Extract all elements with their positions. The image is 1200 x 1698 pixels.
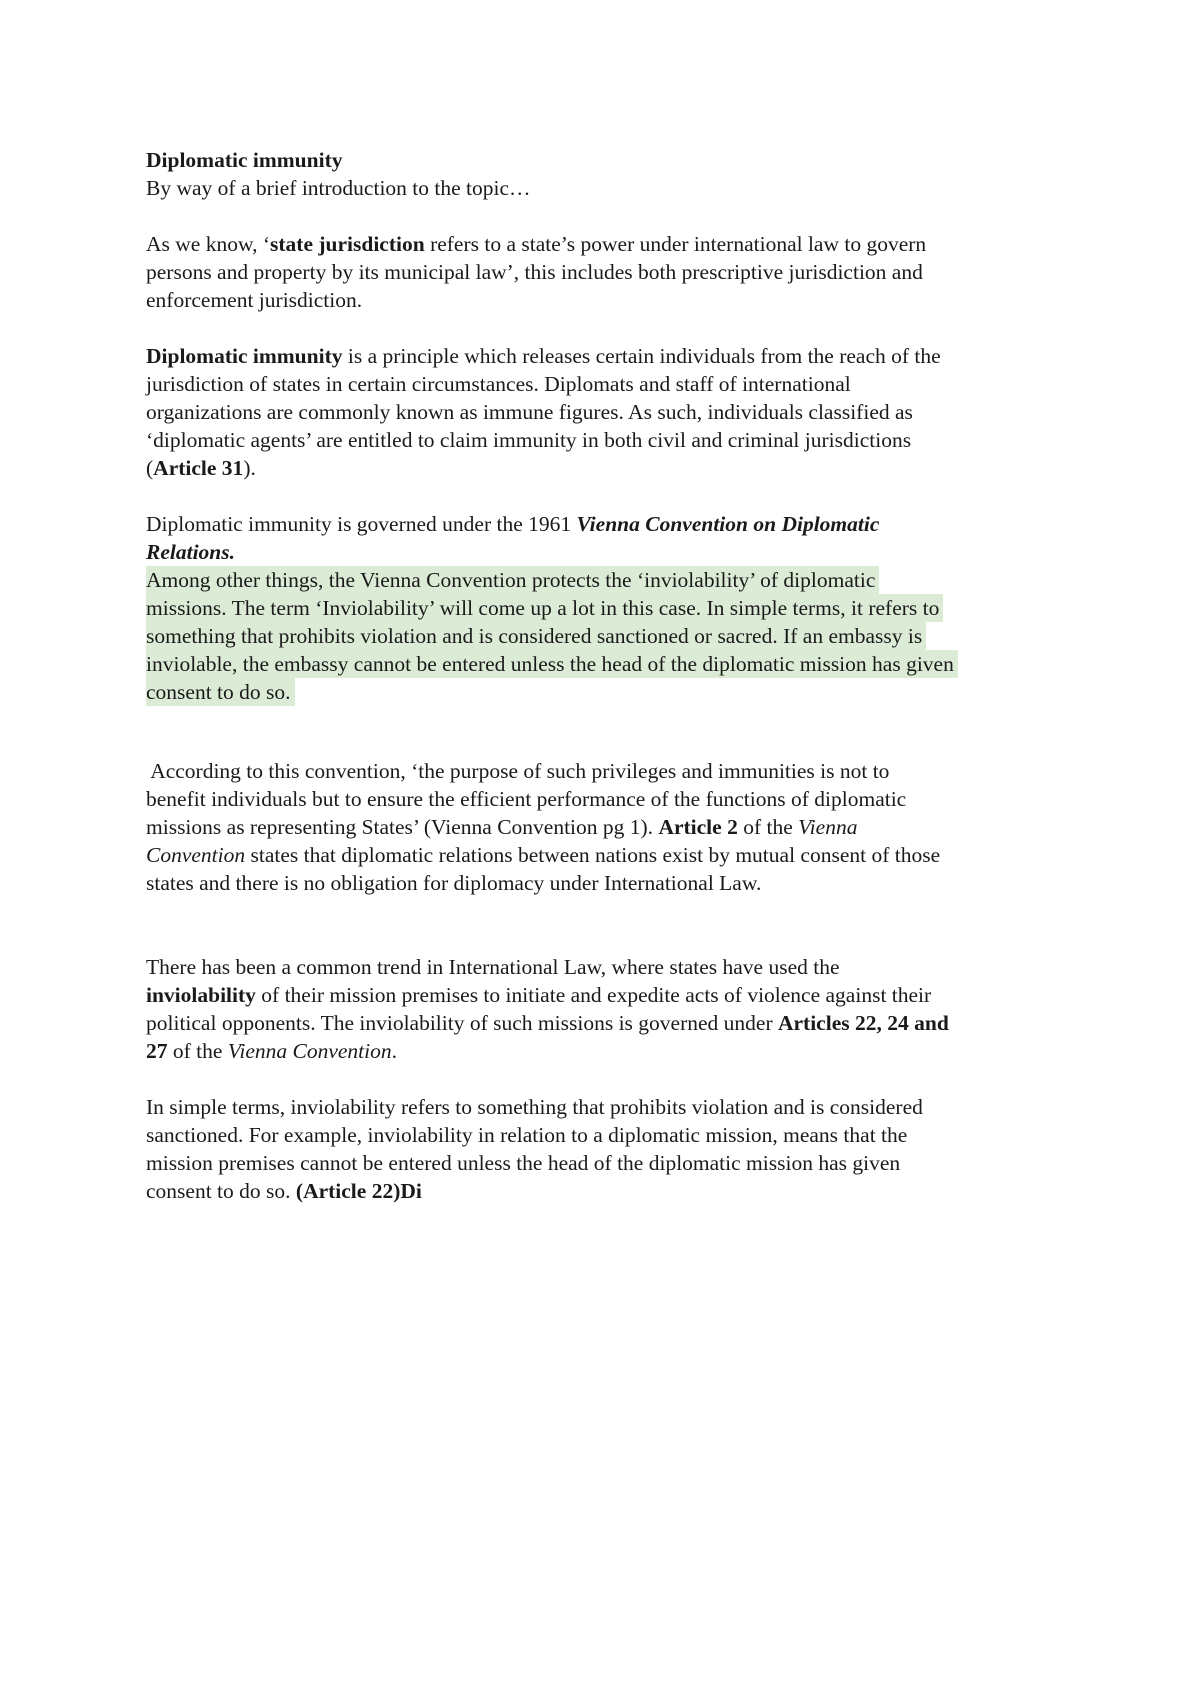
highlighted-line: inviolable, the embassy cannot be entered unless the head of the diplomatic mission has given [146, 650, 1066, 678]
paragraph-line: inviolability of their mission premises to initiate and expedite acts of violence against their [146, 983, 932, 1007]
paragraph-line: In simple terms, inviolability refers to something that prohibits violation and is considered [146, 1095, 923, 1119]
paragraph-line: persons and property by its municipal law’, this includes both prescriptive jurisdiction and [146, 260, 923, 284]
paragraph-line: Diplomatic immunity is a principle which releases certain individuals from the reach of the [146, 344, 941, 368]
highlighted-paragraph [146, 566, 1066, 706]
paragraph-line: Relations. [146, 540, 236, 564]
paragraph-common-trend [146, 953, 1066, 1065]
paragraph-line: enforcement jurisdiction. [146, 288, 363, 312]
paragraph-line: Convention states that diplomatic relations between nations exist by mutual consent of those [146, 843, 941, 867]
paragraph-line: jurisdiction of states in certain circumstances. Diplomats and staff of international [146, 372, 851, 396]
paragraph-line: (Article 31). [146, 456, 256, 480]
highlighted-line: missions. The term ‘Inviolability’ will come up a lot in this case. In simple terms, it refers to [146, 594, 1066, 622]
paragraph-line: mission premises cannot be entered unless the head of the diplomatic mission has given [146, 1151, 901, 1175]
paragraph-line: According to this convention, ‘the purpose of such privileges and immunities is not to [146, 759, 890, 783]
paragraph-inviolability [146, 1093, 1066, 1205]
document-body [146, 146, 1066, 1205]
highlighted-line: Among other things, the Vienna Convention protects the ‘inviolability’ of diplomatic [146, 566, 1066, 594]
paragraph-line: ‘diplomatic agents’ are entitled to claim immunity in both civil and criminal jurisdictions [146, 428, 912, 452]
paragraph-vienna-convention [146, 510, 1066, 566]
paragraph-line: organizations are commonly known as immune figures. As such, individuals classified as [146, 400, 913, 424]
paragraph-diplomatic-immunity [146, 342, 1066, 482]
highlighted-line: consent to do so. [146, 678, 1066, 706]
paragraph-line: 27 of the Vienna Convention. [146, 1039, 397, 1063]
paragraph-line: As we know, ‘state jurisdiction refers to a state’s power under international law to govern [146, 232, 927, 256]
highlighted-line: something that prohibits violation and is considered sanctioned or sacred. If an embassy is [146, 622, 1066, 650]
paragraph-line: consent to do so. (Article 22)Di [146, 1179, 422, 1203]
paragraph-line: states and there is no obligation for diplomacy under International Law. [146, 871, 762, 895]
paragraph-line: Diplomatic immunity is governed under the 1961 Vienna Convention on Diplomatic [146, 512, 880, 536]
intro-line: By way of a brief introduction to the topic… [146, 176, 531, 200]
document-title: Diplomatic immunity [146, 148, 343, 172]
paragraph-purpose [146, 757, 1066, 897]
paragraph-line: political opponents. The inviolability of such missions is governed under Articles 22, 24 and [146, 1011, 949, 1035]
paragraph-line: benefit individuals but to ensure the efficient performance of the functions of diplomatic [146, 787, 907, 811]
paragraph-line: There has been a common trend in International Law, where states have used the [146, 955, 840, 979]
paragraph-line: missions as representing States’ (Vienna Convention pg 1). Article 2 of the Vienna [146, 815, 858, 839]
paragraph-state-jurisdiction [146, 230, 1066, 314]
paragraph-line: sanctioned. For example, inviolability in relation to a diplomatic mission, means that the [146, 1123, 908, 1147]
